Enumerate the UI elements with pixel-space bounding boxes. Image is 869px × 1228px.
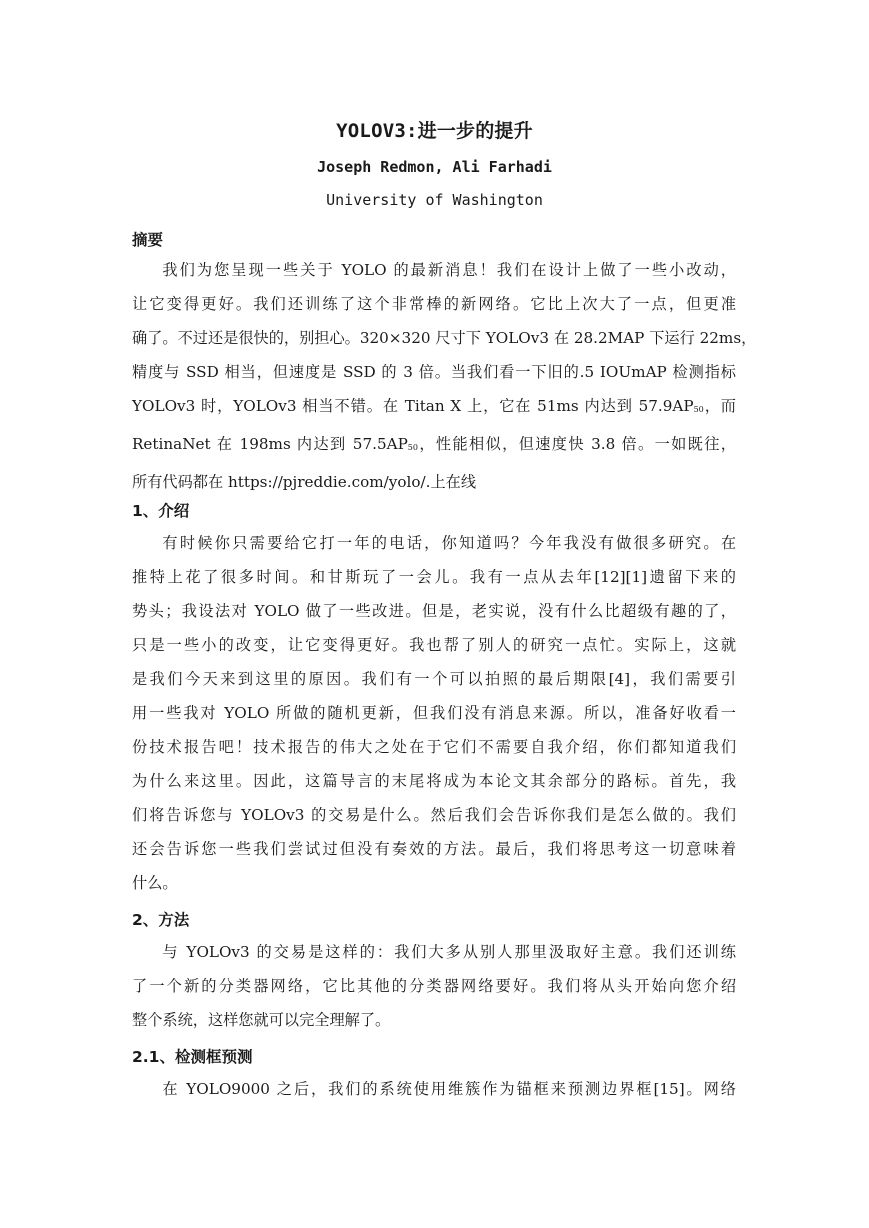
abstract-line <box>132 389 736 427</box>
ap-subscript: 50 <box>407 443 418 452</box>
intro-line: 还会告诉您一些我们尝试过但没有奏效的方法。最后，我们将思考这一切意味着 <box>132 840 736 858</box>
section-heading-bbox: 2.1、检测框预测 <box>132 1048 253 1066</box>
intro-line: 为什么来这里。因此，这篇导言的末尾将成为本论文其余部分的路标。首先，我 <box>132 772 736 790</box>
abstract-heading: 摘要 <box>132 231 164 249</box>
abstract-line: 让它变得更好。我们还训练了这个非常棒的新网络。它比上次大了一点，但更准 <box>132 295 736 313</box>
intro-line: 有时候你只需要给它打一年的电话，你知道吗？今年我没有做很多研究。在 <box>162 534 736 552</box>
abstract-line: 确了。不过还是很快的，别担心。320×320 尺寸下 YOLOv3 在 28.2MAP 下运行 22ms， <box>132 329 757 347</box>
intro-line: 份技术报告吧！技术报告的伟大之处在于它们不需要自我介绍，你们都知道我们 <box>132 738 736 756</box>
section-heading-method: 2、方法 <box>132 911 190 929</box>
bbox-line: 在 YOLO9000 之后，我们的系统使用维簇作为锚框来预测边界框[15]。网络 <box>162 1080 736 1098</box>
intro-line: 是我们今天来到这里的原因。我们有一个可以拍照的最后期限[4]，我们需要引 <box>132 670 736 688</box>
abstract-line-text: RetinaNet 在 198ms 内达到 57.5AP <box>132 435 408 453</box>
intro-line: 势头；我设法对 YOLO 做了一些改进。但是，老实说，没有什么比超级有趣的了， <box>132 602 736 620</box>
intro-line: 们将告诉您与 YOLOv3 的交易是什么。然后我们会告诉你我们是怎么做的。我们 <box>132 806 736 824</box>
paper-authors: Joseph Redmon, Ali Farhadi <box>317 158 552 176</box>
abstract-line-tail: ，而 <box>703 397 736 415</box>
abstract-paragraph <box>132 253 757 499</box>
abstract-line: 所有代码都在 https://pjreddie.com/yolo/.上在线 <box>132 473 477 491</box>
intro-line: 推特上花了很多时间。和甘斯玩了一会儿。我有一点从去年[12][1]遗留下来的 <box>132 568 736 586</box>
method-line: 与 YOLOv3 的交易是这样的：我们大多从别人那里汲取好主意。我们还训练 <box>162 943 736 961</box>
abstract-line: 精度与 SSD 相当，但速度是 SSD 的 3 倍。当我们看一下旧的.5 IOUmAP 检测指标 <box>132 363 736 381</box>
method-paragraph <box>132 935 736 1037</box>
method-line: 整个系统，这样您就可以完全理解了。 <box>132 1011 391 1029</box>
abstract-line: 我们为您呈现一些关于 YOLO 的最新消息！我们在设计上做了一些小改动， <box>162 261 736 279</box>
abstract-line-text: YOLOv3 时，YOLOv3 相当不错。在 Titan X 上，它在 51ms 内达到 57.9AP <box>132 397 694 415</box>
method-line: 了一个新的分类器网络，它比其他的分类器网络要好。我们将从头开始向您介绍 <box>132 977 736 995</box>
bbox-paragraph <box>132 1072 736 1106</box>
intro-line: 什么。 <box>132 874 178 892</box>
abstract-line-tail: ，性能相似，但速度快 3.8 倍。一如既往， <box>417 435 736 453</box>
intro-line: 用一些我对 YOLO 所做的随机更新，但我们没有消息来源。所以，准备好收看一 <box>132 704 736 722</box>
intro-line: 只是一些小的改变，让它变得更好。我也帮了别人的研究一点忙。实际上，这就 <box>132 636 736 654</box>
intro-paragraph <box>132 526 736 900</box>
paper-affiliation: University of Washington <box>326 191 543 209</box>
abstract-line <box>132 427 736 465</box>
paper-title: YOLOV3:进一步的提升 <box>336 120 533 142</box>
ap-subscript: 50 <box>693 405 704 414</box>
section-heading-intro: 1、介绍 <box>132 502 190 520</box>
